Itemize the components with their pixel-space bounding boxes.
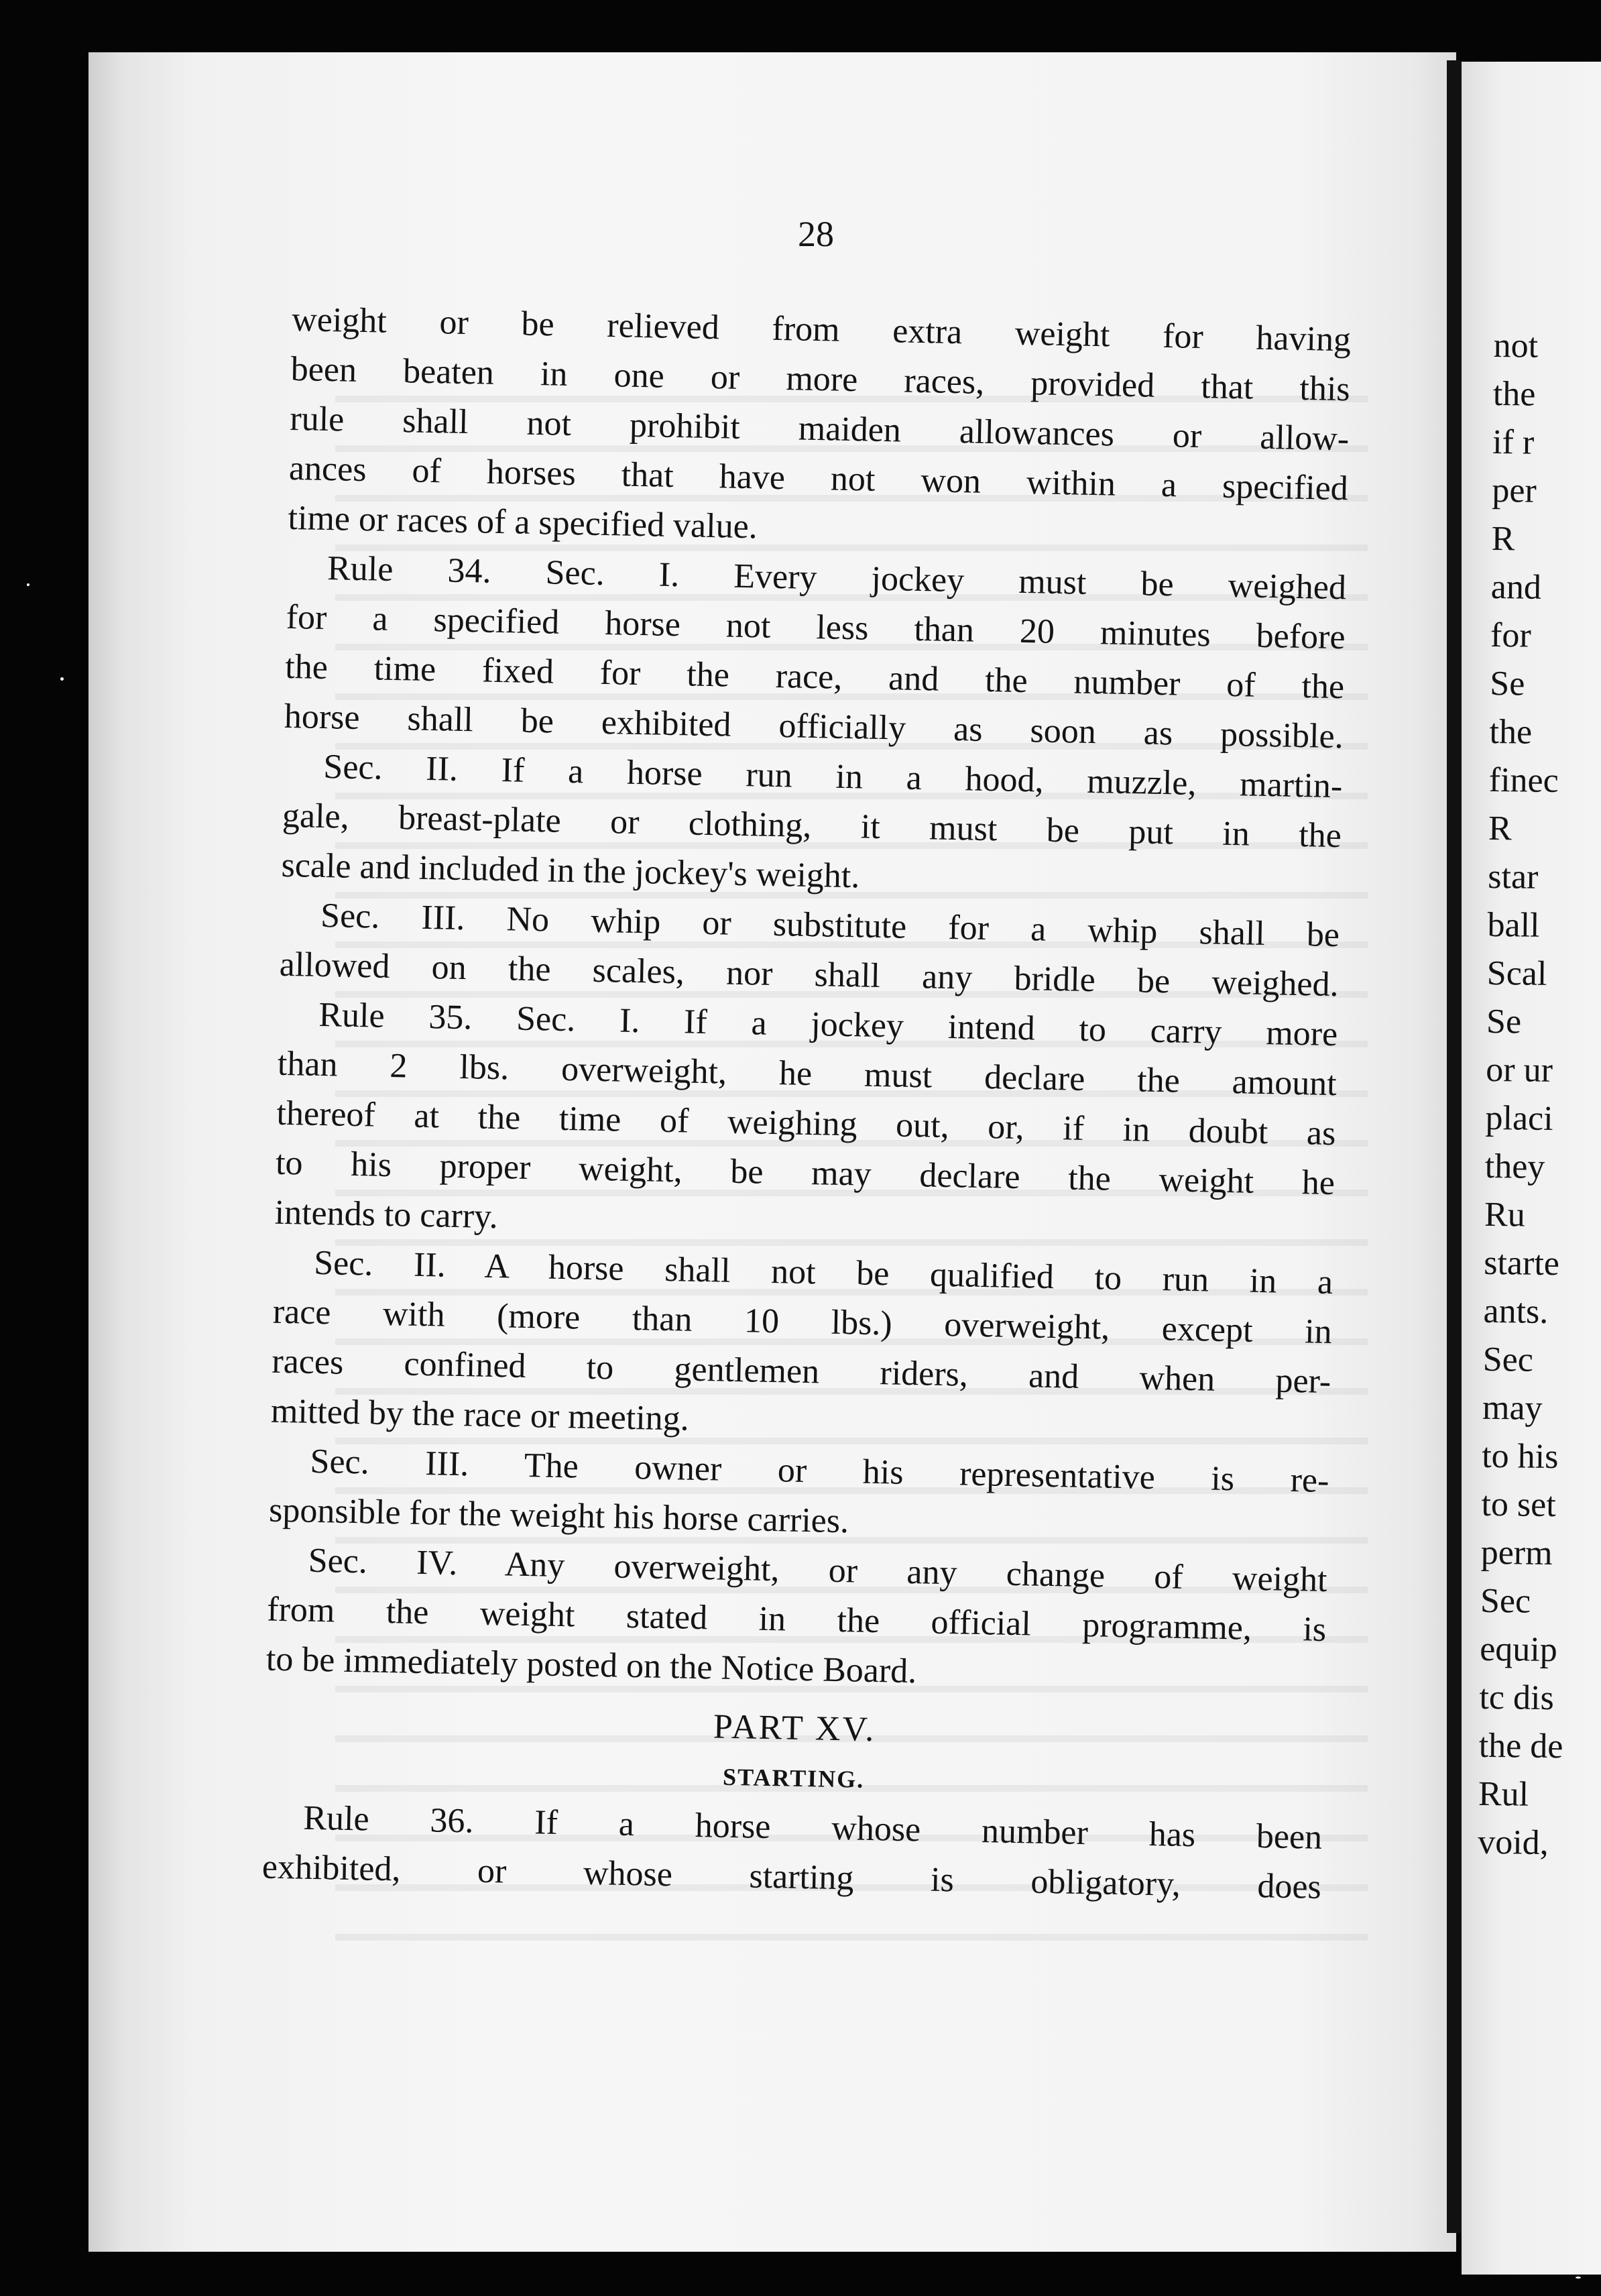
facing-fragment: perm — [1480, 1533, 1553, 1573]
facing-fragment: the — [1492, 374, 1536, 414]
facing-fragment: Scal — [1486, 954, 1547, 993]
text-line: ances of horses that have not won within a specified — [288, 449, 1349, 508]
facing-fragment: to set — [1481, 1485, 1557, 1525]
facing-fragment: Sec — [1482, 1340, 1534, 1379]
facing-fragment: Sec — [1480, 1581, 1531, 1621]
text-line: Sec. III. No whip or substitute for a whip shall be — [320, 896, 1340, 955]
facing-fragment: finec — [1488, 760, 1559, 801]
facing-fragment: equip — [1479, 1629, 1558, 1670]
rule-35-start: Rule 35. Sec. I. If a jockey intend to carry more — [318, 995, 1338, 1054]
text-line: race with (more than 10 lbs.) overweight, except in — [272, 1292, 1333, 1352]
text-line: allowed on the scales, nor shall any bridle be weighed. — [279, 945, 1340, 1005]
facing-fragment: to his — [1481, 1436, 1559, 1477]
section-heading: STARTING. — [722, 1763, 865, 1793]
text-line: for a specified horse not less than 20 minutes before — [286, 597, 1346, 657]
facing-fragment: may — [1482, 1388, 1543, 1428]
facing-fragment: Se — [1486, 1002, 1522, 1041]
facing-fragment: and — [1490, 567, 1542, 607]
facing-fragment: star — [1488, 857, 1539, 897]
facing-fragment: the — [1489, 712, 1533, 752]
text-line: Sec. IV. Any overweight, or any change of weight — [308, 1541, 1328, 1599]
part-heading: PART XV. — [713, 1707, 876, 1749]
facing-fragment: for — [1490, 616, 1532, 655]
text-line: horse shall be exhibited officially as soon as possible. — [284, 697, 1344, 756]
text-line: sponsible for the weight his horse carries. — [268, 1491, 849, 1541]
book-gutter — [1447, 60, 1462, 2233]
scan-speck — [60, 677, 64, 681]
text-line: the time fixed for the race, and the number of the — [284, 647, 1345, 707]
text-line: time or races of a specified value. — [288, 498, 758, 547]
text-line: rule shall not prohibit maiden allowances or allow- — [289, 399, 1350, 459]
text-line: to his proper weight, be may declare the weight he — [275, 1143, 1336, 1203]
facing-page-text — [1478, 322, 1578, 1868]
text-line: weight or be relieved from extra weight for having — [291, 300, 1352, 359]
facing-fragment: starte — [1484, 1243, 1560, 1283]
facing-fragment: Se — [1490, 664, 1525, 703]
text-line: gale, breast-plate or clothing, it must be put in the — [282, 796, 1342, 856]
facing-fragment: placi — [1485, 1098, 1553, 1138]
text-line: mitted by the race or meeting. — [270, 1391, 690, 1438]
facing-fragment: Ru — [1484, 1195, 1526, 1235]
text-line: to be immediately posted on the Notice Board. — [265, 1640, 917, 1691]
scan-speck — [27, 583, 29, 586]
facing-fragment: Rul — [1478, 1774, 1529, 1814]
facing-fragment: they — [1484, 1147, 1545, 1186]
body-text — [261, 295, 1351, 1912]
page-number: 28 — [798, 214, 834, 254]
facing-fragment: if r — [1492, 422, 1535, 462]
facing-fragment: or ur — [1486, 1050, 1553, 1090]
text-line: thereof at the time of weighing out, or, if in doubt as — [276, 1094, 1336, 1153]
facing-fragment: ball — [1487, 905, 1540, 945]
text-line: than 2 lbs. overweight, he must declare the amount — [277, 1044, 1338, 1104]
rule-36-start: Rule 36. If a horse whose number has been — [302, 1798, 1323, 1857]
facing-fragment: tc dis — [1479, 1678, 1555, 1718]
text-line: scale and included in the jockey's weight. — [281, 846, 860, 896]
facing-fragment: the de — [1478, 1726, 1563, 1766]
rule-34-start: Rule 34. Sec. I. Every jockey must be weighed — [327, 549, 1347, 608]
facing-fragment: R — [1491, 519, 1515, 559]
text-line: from the weight stated in the official programme, is — [266, 1590, 1327, 1649]
text-line: Sec. III. The owner or his representative is re- — [310, 1442, 1329, 1501]
text-line: Sec. II. If a horse run in a hood, muzzle, martin- — [322, 748, 1343, 806]
facing-fragment: R — [1488, 809, 1513, 848]
text-line: exhibited, or whose starting is obligatory, does — [261, 1847, 1322, 1906]
text-line: been beaten in one or more races, provided that this — [290, 349, 1351, 409]
text-line: races confined to gentlemen riders, and when per- — [271, 1342, 1331, 1401]
text-line: intends to carry. — [274, 1193, 499, 1237]
scan-speck — [1576, 2277, 1581, 2279]
facing-fragment: ants. — [1483, 1292, 1549, 1331]
facing-fragment: void, — [1477, 1823, 1549, 1862]
text-line: Sec. II. A horse shall not be qualified to run in a — [313, 1243, 1333, 1302]
facing-fragment: per — [1492, 471, 1537, 510]
facing-fragment: not — [1493, 326, 1539, 365]
